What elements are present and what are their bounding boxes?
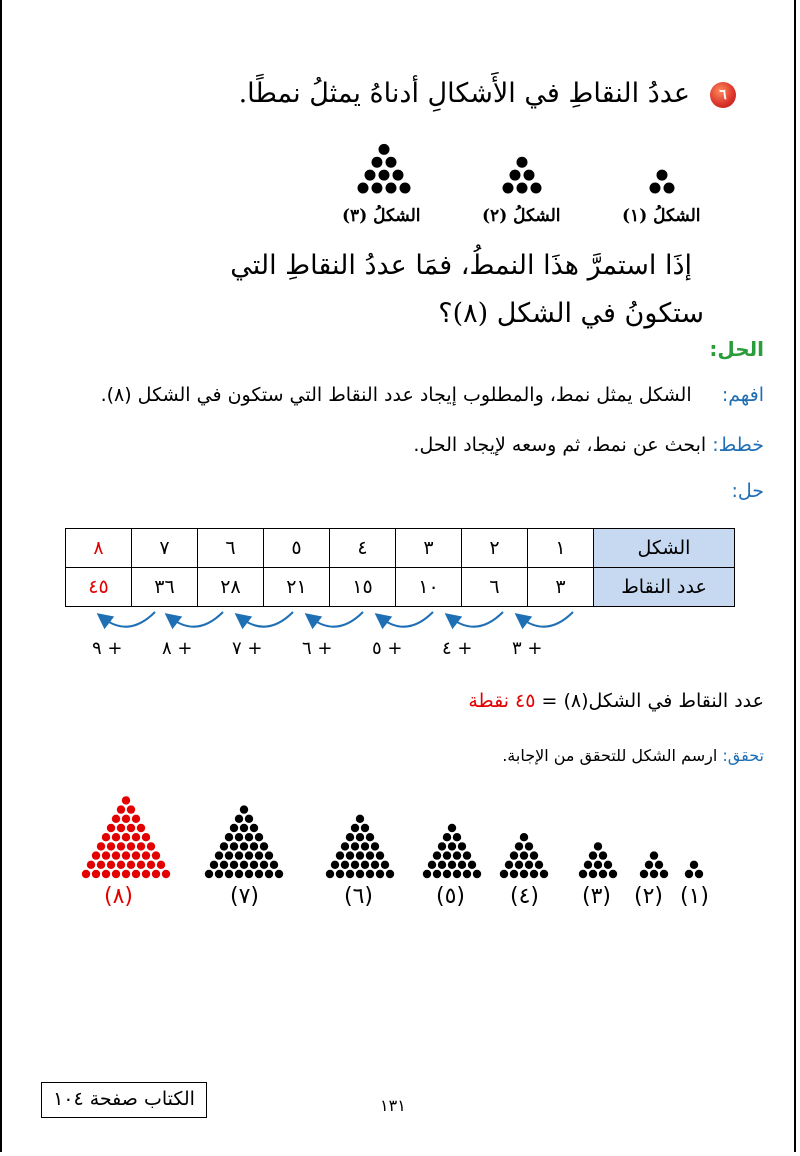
dot (453, 833, 461, 841)
question-line-1: عددُ النقاطِ في الأَشكالِ أدناهُ يمثلُ نمطًا. (238, 78, 690, 109)
dot (530, 870, 538, 878)
increment-label: + ٧ (232, 638, 263, 659)
dot (122, 870, 130, 878)
dot (438, 842, 446, 850)
dot (250, 842, 258, 850)
dot (346, 870, 354, 878)
dot (240, 861, 248, 869)
dot (655, 861, 663, 869)
dot (162, 870, 170, 878)
dot (524, 170, 535, 181)
dot (361, 861, 369, 869)
dot (132, 815, 140, 823)
book-page-reference: الكتاب صفحة ١٠٤ (41, 1082, 207, 1118)
table-cell-highlight: ٤٥ (66, 568, 132, 607)
dot (356, 870, 364, 878)
dot (366, 851, 374, 859)
increment-arrows (85, 608, 585, 638)
dot (152, 870, 160, 878)
increment-label: + ٥ (372, 638, 403, 659)
table-header-figure: الشكل (594, 529, 735, 568)
dot (510, 851, 518, 859)
dot (346, 833, 354, 841)
dot (235, 851, 243, 859)
dot (579, 870, 587, 878)
dot (361, 824, 369, 832)
dot (530, 851, 538, 859)
dot (260, 861, 268, 869)
dot (448, 842, 456, 850)
plan-label: خطط: (712, 434, 764, 456)
figure-1-label: الشكلُ (١) (622, 206, 701, 226)
dot (250, 824, 258, 832)
dot (112, 870, 120, 878)
dot (270, 861, 278, 869)
dot (240, 842, 248, 850)
table-cell: ٣ (396, 529, 462, 568)
dot (132, 870, 140, 878)
dot (265, 851, 273, 859)
dot (117, 842, 125, 850)
dot (127, 861, 135, 869)
dot (376, 870, 384, 878)
dot (157, 861, 165, 869)
dot (609, 870, 617, 878)
arrow-icon (103, 612, 155, 627)
dot (225, 833, 233, 841)
dot (520, 870, 528, 878)
dot (505, 861, 513, 869)
dot (664, 183, 675, 194)
dot (255, 833, 263, 841)
dot (443, 870, 451, 878)
dot (660, 870, 668, 878)
dot (448, 824, 456, 832)
table-cell: ٣ (528, 568, 594, 607)
table-cell-highlight: ٨ (66, 529, 132, 568)
dot (122, 796, 130, 804)
dot (657, 170, 668, 181)
dot (122, 815, 130, 823)
dot (351, 824, 359, 832)
dot (458, 842, 466, 850)
dot (356, 851, 364, 859)
dot (525, 842, 533, 850)
table-cell: ١٠ (396, 568, 462, 607)
dot (102, 870, 110, 878)
dot (87, 861, 95, 869)
dot (122, 833, 130, 841)
dot (341, 842, 349, 850)
triangle-label: (٥) (436, 884, 466, 909)
dot (142, 870, 150, 878)
dot (112, 815, 120, 823)
dot (220, 861, 228, 869)
dot (275, 870, 283, 878)
dot (366, 833, 374, 841)
dot (245, 833, 253, 841)
question-line-3: ستكونُ في الشكل (٨)؟ (438, 298, 704, 329)
dot (152, 851, 160, 859)
dot (685, 870, 693, 878)
dot (453, 870, 461, 878)
dot (650, 870, 658, 878)
figure-3-label: الشكلُ (٣) (342, 206, 421, 226)
figure-2-label: الشكلُ (٢) (482, 206, 561, 226)
dot (500, 870, 508, 878)
dot (463, 870, 471, 878)
dot (351, 842, 359, 850)
dot (346, 851, 354, 859)
dot (358, 183, 369, 194)
plan-step (413, 434, 764, 456)
dot (240, 824, 248, 832)
triangle-label: (٤) (510, 884, 540, 909)
increment-label: + ٩ (92, 638, 123, 659)
dot (132, 833, 140, 841)
answer-value: ٤٥ نقطة (468, 690, 536, 712)
dot (215, 870, 223, 878)
page-number: ١٣١ (380, 1096, 406, 1115)
dot (520, 851, 528, 859)
triangle-label: (٨) (104, 884, 134, 909)
dot (386, 157, 397, 168)
table-cell: ٥ (264, 529, 330, 568)
dot (515, 861, 523, 869)
check-label: تحقق: (722, 746, 764, 765)
dot (650, 851, 658, 859)
dot (594, 861, 602, 869)
increment-label: + ٣ (512, 638, 543, 659)
dot (599, 870, 607, 878)
dot (341, 861, 349, 869)
dot (230, 824, 238, 832)
dot (351, 861, 359, 869)
check-step (502, 746, 764, 765)
dot (584, 861, 592, 869)
arrow-icon (451, 612, 503, 627)
dot (515, 842, 523, 850)
dot (245, 851, 253, 859)
dot (520, 833, 528, 841)
dot (92, 870, 100, 878)
increment-label: + ٤ (442, 638, 473, 659)
table-cell: ٣٦ (132, 568, 198, 607)
dot (443, 851, 451, 859)
dot (82, 870, 90, 878)
dot (112, 833, 120, 841)
dot (107, 842, 115, 850)
dot (210, 861, 218, 869)
dot (458, 861, 466, 869)
dot (371, 861, 379, 869)
dot (443, 833, 451, 841)
table-cell: ٢ (462, 529, 528, 568)
table-cell: ٦ (198, 529, 264, 568)
dot (97, 842, 105, 850)
dot (510, 870, 518, 878)
dot (448, 861, 456, 869)
dot (371, 842, 379, 850)
dot (245, 870, 253, 878)
dot (147, 842, 155, 850)
table-row-points (66, 568, 735, 607)
dot (92, 851, 100, 859)
arrow-icon (241, 612, 293, 627)
dot (205, 870, 213, 878)
dot (376, 851, 384, 859)
dot (127, 842, 135, 850)
dot (260, 842, 268, 850)
dot (142, 851, 150, 859)
dot (356, 815, 364, 823)
arrow-icon (311, 612, 363, 627)
dot (122, 851, 130, 859)
arrow-icon (171, 612, 223, 627)
dot (365, 170, 376, 181)
table-cell: ٦ (462, 568, 528, 607)
dot (107, 824, 115, 832)
table-header-points: عدد النقاط (594, 568, 735, 607)
dot (331, 861, 339, 869)
dot (473, 870, 481, 878)
dot (235, 870, 243, 878)
arrow-icon (381, 612, 433, 627)
dot (336, 851, 344, 859)
dot (255, 870, 263, 878)
dot (695, 870, 703, 878)
dot (235, 815, 243, 823)
dot (379, 144, 390, 155)
table-cell: ٤ (330, 529, 396, 568)
question-number-badge: ٦ (710, 82, 736, 108)
dot (117, 824, 125, 832)
dot (366, 870, 374, 878)
dot (102, 833, 110, 841)
dot (531, 183, 542, 194)
dot (137, 861, 145, 869)
dot (423, 870, 431, 878)
question-line-2: إذَا استمرَّ هذَا النمطُ، فمَا عددُ النقاطِ التي (230, 250, 692, 281)
dot (326, 870, 334, 878)
check-text: ارسم الشكل للتحقق من الإجابة. (502, 746, 718, 765)
dot (117, 861, 125, 869)
dot (372, 183, 383, 194)
dot (255, 851, 263, 859)
dot (517, 157, 528, 168)
dot (225, 851, 233, 859)
table-cell: ٢٨ (198, 568, 264, 607)
dot (393, 170, 404, 181)
dot (225, 870, 233, 878)
dot (379, 170, 390, 181)
dot (250, 861, 258, 869)
increment-label: + ٨ (162, 638, 193, 659)
understand-text: الشكل يمثل نمط، والمطلوب إيجاد عدد النقاط التي ستكون في الشكل (٨). (100, 384, 692, 406)
dot (127, 805, 135, 813)
table-row-figures (66, 529, 735, 568)
dot (381, 861, 389, 869)
dot (463, 851, 471, 859)
dot (438, 861, 446, 869)
triangle-label: (٧) (230, 884, 260, 909)
dot (127, 824, 135, 832)
triangle-label: (٣) (582, 884, 612, 909)
dot (517, 183, 528, 194)
dot (372, 157, 383, 168)
dot (107, 861, 115, 869)
dot (640, 870, 648, 878)
dot (97, 861, 105, 869)
pattern-table (65, 528, 735, 607)
dot (453, 851, 461, 859)
dot (535, 861, 543, 869)
dot (265, 870, 273, 878)
dot (400, 183, 411, 194)
dot (336, 870, 344, 878)
answer-line (468, 690, 764, 712)
dot (112, 851, 120, 859)
dot (230, 842, 238, 850)
dot (142, 833, 150, 841)
dot (433, 851, 441, 859)
dot (245, 815, 253, 823)
table-cell: ١٥ (330, 568, 396, 607)
solution-heading: الحل: (709, 337, 764, 361)
understand-step (101, 384, 764, 406)
table-cell: ٢١ (264, 568, 330, 607)
table-cell: ١ (528, 529, 594, 568)
triangle-figures (0, 770, 800, 880)
dot (540, 870, 548, 878)
dot (220, 842, 228, 850)
dot (356, 833, 364, 841)
dot (599, 851, 607, 859)
dot (503, 183, 514, 194)
dot (240, 805, 248, 813)
dot (137, 842, 145, 850)
dot (604, 861, 612, 869)
solve-label: حل: (731, 480, 764, 502)
dot (230, 861, 238, 869)
plan-text: ابحث عن نمط، ثم وسعه لإيجاد الحل. (413, 434, 707, 456)
table-cell: ٧ (132, 529, 198, 568)
dot (147, 861, 155, 869)
dot (137, 824, 145, 832)
triangle-label: (٦) (344, 884, 374, 909)
dot (690, 861, 698, 869)
dot (117, 805, 125, 813)
dot (589, 851, 597, 859)
dot (589, 870, 597, 878)
dot (235, 833, 243, 841)
dot (132, 851, 140, 859)
pattern-figures (0, 128, 800, 208)
increment-label: + ٦ (302, 638, 333, 659)
dot (650, 183, 661, 194)
dot (468, 861, 476, 869)
triangle-label: (١) (680, 884, 710, 909)
dot (361, 842, 369, 850)
dot (433, 870, 441, 878)
dot (645, 861, 653, 869)
dot (102, 851, 110, 859)
dot (215, 851, 223, 859)
dot (510, 170, 521, 181)
dot (428, 861, 436, 869)
arrow-icon (521, 612, 573, 627)
understand-label: افهم: (721, 384, 764, 406)
dot (594, 842, 602, 850)
dot (525, 861, 533, 869)
answer-prefix: عدد النقاط في الشكل(٨) = (541, 690, 764, 712)
triangle-label: (٢) (634, 884, 664, 909)
dot (386, 183, 397, 194)
dot (386, 870, 394, 878)
